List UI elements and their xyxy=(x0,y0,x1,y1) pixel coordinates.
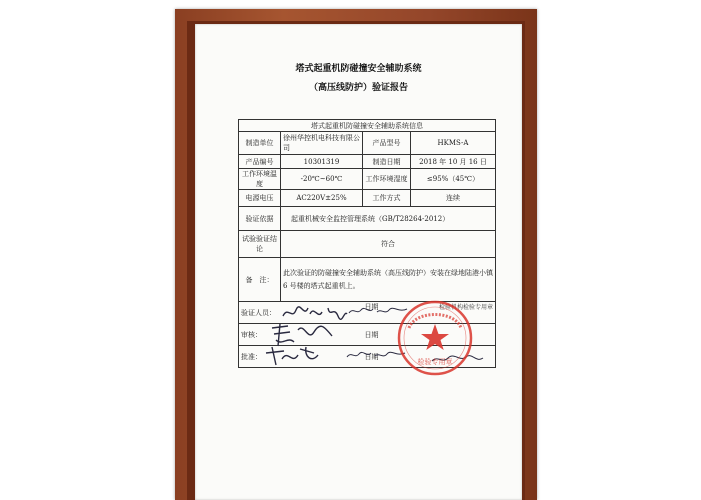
remark-label: 备 注： xyxy=(239,258,281,302)
serial-label: 产品编号 xyxy=(239,155,281,169)
model-label: 产品型号 xyxy=(363,132,411,155)
basis-label: 验证依据 xyxy=(239,207,281,231)
model-value: HKMS-A xyxy=(411,132,496,155)
table-row xyxy=(239,169,496,190)
table-row xyxy=(239,231,496,258)
humidity-value: ≤95%（45℃） xyxy=(411,169,496,190)
verifier-label: 验证人员： xyxy=(241,308,276,317)
table-row xyxy=(239,258,496,302)
document-title: 塔式起重机防碰撞安全辅助系统 xyxy=(295,64,422,74)
voltage-label: 电源电压 xyxy=(239,190,281,207)
reviewer-date-label: 日期 xyxy=(364,330,379,339)
table-row xyxy=(239,155,496,169)
org-label: 检验机构检验专用章 xyxy=(438,304,493,311)
mode-label: 工作方式 xyxy=(363,190,411,207)
approver-label: 批准： xyxy=(241,352,262,361)
humidity-label: 工作环境湿度 xyxy=(363,169,411,190)
reviewer-label: 审核： xyxy=(241,330,262,339)
remark-value: 此次验证的防碰撞安全辅助系统（高压线防护）安装在绿地陆港小镇 6 号楼的塔式起重机上。 xyxy=(281,258,496,302)
table-title: 塔式起重机防碰撞安全辅助系统信息 xyxy=(239,120,496,132)
manufacturer-label: 制造单位 xyxy=(239,132,281,155)
manufacturer-value: 徐州华控机电科技有限公司 xyxy=(281,132,363,155)
svg-text:检验专用章: 检验专用章 xyxy=(417,358,453,366)
official-seal xyxy=(395,298,475,378)
temp-label: 工作环境温度 xyxy=(239,169,281,190)
approver-date-label: 日期 xyxy=(364,352,379,361)
basis-value: 起重机械安全监控管理系统（GB/T28264-2012） xyxy=(281,207,496,231)
date-label: 制造日期 xyxy=(363,155,411,169)
serial-value: 10301319 xyxy=(281,155,363,169)
table-row xyxy=(239,207,496,231)
approver-signature xyxy=(262,343,324,367)
date-value: 2018 年 10 月 16 日 xyxy=(411,155,496,169)
temp-value: -20℃~60℃ xyxy=(281,169,363,190)
verifier-date-label: 日期 xyxy=(364,303,379,311)
mode-value: 连续 xyxy=(411,190,496,207)
table-title-row xyxy=(239,120,496,132)
document-subtitle: （高压线防护）验证报告 xyxy=(308,83,408,93)
conclusion-value: 符合 xyxy=(281,231,496,258)
table-row xyxy=(239,132,496,155)
table-row xyxy=(239,190,496,207)
voltage-value: AC220V±25% xyxy=(281,190,363,207)
conclusion-label: 试验验证结论 xyxy=(239,231,281,258)
